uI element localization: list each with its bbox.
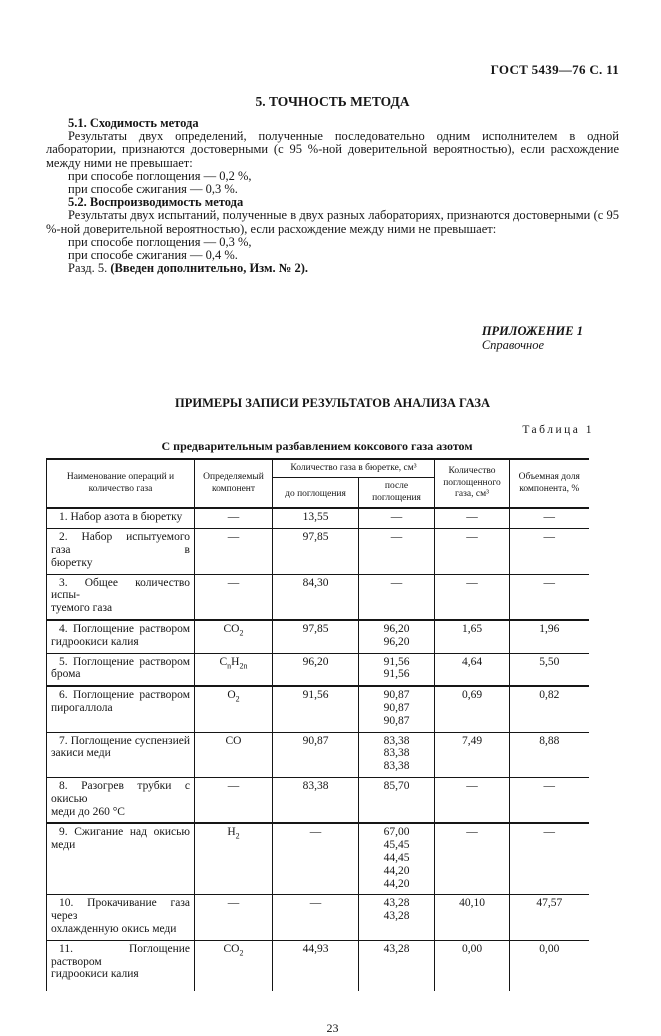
cell-component: $H_2$ (195, 823, 273, 894)
cell-after-absorption: — (359, 508, 435, 528)
header-after-absorption: после поглощения (359, 478, 435, 509)
cell-after-absorption: — (359, 529, 435, 574)
cell-absorbed-gas: 0,69 (435, 686, 510, 732)
cell-volume-fraction: — (543, 576, 555, 589)
cell-after-absorption: 85,70 (359, 777, 435, 823)
cell-absorbed-gas: 7,49 (435, 732, 510, 777)
cell-absorbed-gas: 0,00 (435, 940, 510, 991)
razd-note-bold: (Введен дополнительно, Изм. № 2). (110, 261, 309, 276)
cell-operation-name: 2. Набор испытуемого газа в бюретку (47, 529, 195, 574)
cell-before-absorption: — (273, 895, 359, 940)
cell-operation-name: 11. Поглощение раствором гидроокиси калия (47, 940, 195, 991)
cell-absorbed-gas: 40,10 (435, 895, 510, 940)
cell-volume-fraction: 8,88 (539, 734, 560, 747)
cell-volume-fraction: 0,82 (539, 689, 560, 702)
cell-before-absorption: 97,85 (273, 620, 359, 653)
cell-operation-name: 8. Разогрев трубки с окисью меди до 260 °С (47, 777, 195, 823)
cell-absorbed-gas: — (435, 574, 510, 620)
header-before-absorption: до поглощения (273, 478, 359, 509)
subsection-5-2-item: при способе поглощения — 0,3 %, (68, 234, 252, 249)
results-table (46, 458, 589, 991)
cell-after-absorption: 91,56 91,56 (359, 653, 435, 686)
cell-volume-fraction: 1,96 (539, 623, 560, 636)
cell-before-absorption: 83,38 (273, 777, 359, 823)
cell-volume-fraction: 5,50 (539, 655, 560, 668)
cell-operation-name: 3. Общее количество испы- туемого газа (47, 574, 195, 620)
cell-after-absorption: 83,38 83,38 83,38 (359, 732, 435, 777)
header-operation-name: Наименование операций и количество газа (47, 459, 195, 509)
cell-operation-name: 5. Поглощение раствором брома (47, 653, 195, 686)
cell-absorbed-gas: — (435, 777, 510, 823)
table-row (47, 529, 589, 574)
cell-component: — (195, 895, 273, 940)
cell-after-absorption: 90,87 90,87 90,87 (359, 686, 435, 732)
cell-volume-fraction: — (543, 779, 555, 792)
section-title: 5. ТОЧНОСТЬ МЕТОДА (255, 94, 410, 109)
subsection-5-2-title: 5.2. Воспроизводимость метода (68, 195, 244, 210)
subsection-5-1-title: 5.1. Сходимость метода (68, 116, 199, 130)
cell-volume-fraction: 0,00 (539, 942, 560, 955)
table-caption: Таблица 1 (522, 423, 594, 436)
annex-label: ПРИЛОЖЕНИЕ 1 (481, 324, 583, 339)
cell-after-absorption: 43,28 (359, 940, 435, 991)
header-component: Определяемый компонент (195, 459, 273, 509)
table-row (47, 653, 589, 686)
doc-reference: ГОСТ 5439—76 С. 11 (490, 62, 619, 77)
cell-component: — (195, 508, 273, 528)
cell-component: — (195, 777, 273, 823)
results-table-body (47, 508, 589, 991)
table-row (47, 508, 589, 528)
annex-kind: Справочное (481, 337, 545, 352)
cell-component: — (195, 529, 273, 574)
cell-absorbed-gas: 4,64 (435, 653, 510, 686)
cell-component: $O_2$ (195, 686, 273, 732)
cell-component: $CO_2$ (195, 620, 273, 653)
header-gas-in-burette: Количество газа в бюретке, см³ (273, 459, 435, 478)
cell-before-absorption: 44,93 (273, 940, 359, 991)
table-row (47, 620, 589, 653)
cell-operation-name: 9. Сжигание над окисью меди (47, 823, 195, 894)
table-row (47, 823, 589, 894)
table-row (47, 940, 589, 991)
cell-component: CO (195, 732, 273, 777)
cell-before-absorption: 97,85 (273, 529, 359, 574)
table-subtitle: С предварительным разбавлением коксового газа азотом (161, 438, 473, 453)
cell-component: $CO_2$ (195, 940, 273, 991)
cell-after-absorption: 43,28 43,28 (359, 895, 435, 940)
cell-volume-fraction: — (543, 531, 555, 544)
page-number: 23 (326, 1021, 339, 1036)
subsection-5-1-item: при способе сжигания — 0,3 %. (68, 182, 238, 197)
cell-operation-name: 1. Набор азота в бюретку (47, 508, 195, 528)
razd-note-prefix: Разд. 5. (68, 261, 111, 276)
cell-absorbed-gas: — (435, 823, 510, 894)
cell-after-absorption: 96,20 96,20 (359, 620, 435, 653)
annex-block (46, 325, 619, 354)
cell-operation-name: 6. Поглощение раствором пирогаллола (47, 686, 195, 732)
table-row (47, 895, 589, 940)
cell-after-absorption: — (359, 574, 435, 620)
cell-volume-fraction: 47,57 (536, 897, 563, 910)
table-row (47, 777, 589, 823)
header-absorbed-gas: Количество поглощенного газа, см³ (435, 459, 510, 509)
cell-component: $C_nH_{2n}$ (195, 653, 273, 686)
table-row (47, 732, 589, 777)
subsection-5-1-body: Результаты двух определений, полученные последовательно одним исполнителем в одной лаборатории, признаются достоверными (с 95 %-ной доверительной вероятностью), если расхождение между ними не превышает: (46, 129, 619, 170)
cell-volume-fraction: — (543, 826, 555, 839)
cell-operation-name: 10. Прокачивание газа через охлажденную окись меди (47, 895, 195, 940)
table-row (47, 574, 589, 620)
cell-before-absorption: 96,20 (273, 653, 359, 686)
cell-before-absorption: — (273, 823, 359, 894)
cell-before-absorption: 13,55 (273, 508, 359, 528)
cell-before-absorption: 90,87 (273, 732, 359, 777)
subsection-5-1-item: при способе поглощения — 0,2 %, (68, 168, 252, 183)
cell-absorbed-gas: 1,65 (435, 620, 510, 653)
razd-note (46, 262, 619, 275)
cell-component: — (195, 574, 273, 620)
cell-after-absorption: 67,00 45,45 44,45 44,20 44,20 (359, 823, 435, 894)
subsection-5-2-item: при способе сжигания — 0,4 %. (68, 248, 238, 263)
table-row (47, 686, 589, 732)
cell-absorbed-gas: — (435, 529, 510, 574)
cell-before-absorption: 84,30 (273, 574, 359, 620)
cell-absorbed-gas: — (435, 508, 510, 528)
header-volume-fraction: Объемная доля компонента, % (518, 472, 580, 494)
cell-operation-name: 7. Поглощение суспензией закиси меди (47, 732, 195, 777)
cell-operation-name: 4. Поглощение раствором гидроокиси калия (47, 620, 195, 653)
subsection-5-2-body: Результаты двух испытаний, полученные в двух разных лабораториях, признаются достоверными (с 95 %-ной доверительной вероятностью), если расхождение между ними не превышает: (46, 208, 619, 236)
cell-before-absorption: 91,56 (273, 686, 359, 732)
examples-title: ПРИМЕРЫ ЗАПИСИ РЕЗУЛЬТАТОВ АНАЛИЗА ГАЗА (175, 395, 490, 410)
cell-volume-fraction: — (543, 511, 555, 524)
